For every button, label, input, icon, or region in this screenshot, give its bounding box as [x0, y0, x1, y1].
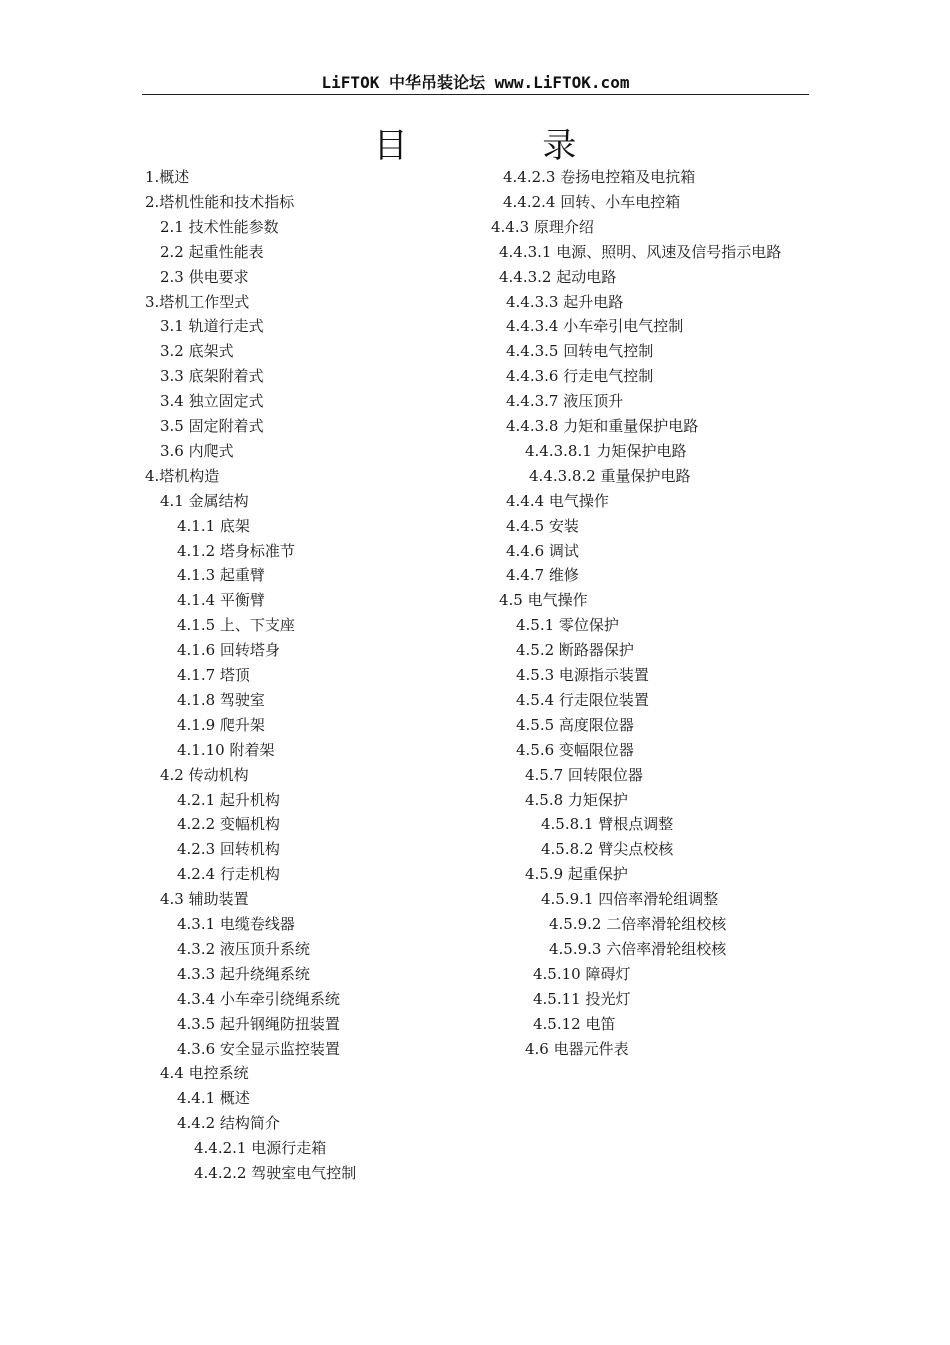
- toc-entry: 4.3.6 安全显示监控装置: [177, 1039, 340, 1058]
- toc-entry: 4.5.12 电笛: [533, 1014, 616, 1033]
- toc-entry: 4.塔机构造: [145, 466, 220, 485]
- toc-entry: 3.2 底架式: [160, 342, 234, 361]
- page-header: LiFTOK 中华吊装论坛 www.LiFTOK.com: [321, 73, 630, 92]
- toc-entry: 3.6 内爬式: [160, 441, 234, 460]
- toc-entry: 4.4.3.7 液压顶升: [506, 392, 624, 411]
- header-divider: [142, 94, 809, 95]
- toc-entry: 4.4.2.1 电源行走箱: [194, 1139, 327, 1158]
- toc-entry: 4.2.3 回转机构: [177, 840, 280, 859]
- toc-entry: 4.5.6 变幅限位器: [516, 740, 634, 759]
- toc-entry: 4.1.4 平衡臂: [177, 591, 265, 610]
- toc-entry: 4.5.9 起重保护: [525, 865, 628, 884]
- toc-entry: 4.5.4 行走限位装置: [516, 690, 649, 709]
- toc-entry: 3.3 底架附着式: [160, 367, 264, 386]
- toc-entry: 4.4.5 安装: [506, 516, 579, 535]
- toc-entry: 4.1.8 驾驶室: [177, 690, 265, 709]
- toc-entry: 1.概述: [145, 168, 190, 186]
- toc-entry: 4.4.2.4 回转、小车电控箱: [503, 192, 681, 211]
- toc-entry: 4.4.3.8 力矩和重量保护电路: [506, 417, 699, 435]
- toc-entry: 4.5.8.2 臂尖点校核: [541, 840, 674, 859]
- toc-entry: 2.2 起重性能表: [160, 242, 264, 261]
- toc-entry: 4.4.3.3 起升电路: [506, 292, 624, 311]
- toc-entry: 4.5.3 电源指示装置: [516, 666, 649, 684]
- toc-entry: 4.3.5 起升钢绳防扭装置: [177, 1014, 340, 1033]
- toc-entry: 4.1.2 塔身标准节: [177, 541, 295, 560]
- toc-entry: 3.4 独立固定式: [160, 392, 264, 411]
- toc-entry: 4.5.9.1 四倍率滑轮组调整: [541, 890, 719, 909]
- toc-entry: 4.2.1 起升机构: [177, 790, 280, 809]
- page-title: 目 录: [373, 126, 639, 166]
- toc-entry: 4.2 传动机构: [160, 765, 249, 784]
- toc-entry: 4.4.6 调试: [506, 541, 579, 560]
- toc-entry: 4.4.4 电气操作: [506, 491, 609, 510]
- toc-entry: 3.塔机工作型式: [145, 292, 250, 311]
- toc-entry: 3.5 固定附着式: [160, 417, 264, 435]
- toc-entry: 4.1.7 塔顶: [177, 666, 250, 684]
- toc-entry: 4.4.3.5 回转电气控制: [506, 342, 654, 361]
- toc-entry: 4.3.3 起升绕绳系统: [177, 964, 310, 983]
- toc-entry: 4.4.3 原理介绍: [491, 217, 594, 236]
- toc-entry: 4.6 电器元件表: [525, 1039, 629, 1058]
- toc-entry: 4.4.2.3 卷扬电控箱及电抗箱: [503, 168, 696, 186]
- toc-entry: 4.1.3 起重臂: [177, 566, 265, 585]
- toc-entry: 4.4.3.8.2 重量保护电路: [529, 466, 691, 485]
- toc-entry: 4.1.1 底架: [177, 516, 250, 535]
- toc-entry: 4.5.9.3 六倍率滑轮组校核: [549, 939, 727, 958]
- toc-entry: 4.5.8.1 臂根点调整: [541, 815, 674, 834]
- toc-entry: 4.5.7 回转限位器: [525, 765, 643, 784]
- toc-entry: 4.4.3.6 行走电气控制: [506, 367, 654, 386]
- toc-entry: 4.4.3.8.1 力矩保护电路: [525, 441, 687, 460]
- toc-entry: 4.4.3.2 起动电路: [499, 267, 617, 286]
- toc-entry: 4.4.1 概述: [177, 1089, 250, 1108]
- toc-entry: 3.1 轨道行走式: [160, 317, 264, 336]
- toc-entry: 4.5.9.2 二倍率滑轮组校核: [549, 915, 727, 933]
- toc-entry: 4.5.1 零位保护: [516, 616, 619, 635]
- toc-entry: 4.1.9 爬升架: [177, 715, 265, 734]
- toc-entry: 4.4.3.1 电源、照明、风速及信号指示电路: [499, 242, 782, 261]
- toc-entry: 4.3.4 小车牵引绕绳系统: [177, 989, 340, 1008]
- toc-entry: 4.5 电气操作: [499, 591, 588, 610]
- toc-entry: 4.5.8 力矩保护: [525, 790, 628, 809]
- toc-entry: 2.塔机性能和技术指标: [145, 192, 295, 211]
- toc-entry: 4.4.7 维修: [506, 566, 579, 585]
- toc-entry: 4.4.3.4 小车牵引电气控制: [506, 317, 684, 336]
- toc-entry: 2.1 技术性能参数: [160, 217, 279, 236]
- toc-entry: 4.5.2 断路器保护: [516, 641, 634, 660]
- toc-entry: 4.3 辅助装置: [160, 890, 249, 909]
- toc-entry: 4.5.10 障碍灯: [533, 964, 631, 983]
- toc-entry: 4.1.6 回转塔身: [177, 641, 280, 660]
- toc-entry: 4.5.5 高度限位器: [516, 715, 634, 734]
- toc-entry: 4.2.2 变幅机构: [177, 815, 280, 834]
- toc-entry: 4.4 电控系统: [160, 1064, 249, 1083]
- toc-entry: 4.4.2.2 驾驶室电气控制: [194, 1164, 357, 1182]
- toc-entry: 4.4.2 结构简介: [177, 1114, 280, 1133]
- toc-entry: 4.3.2 液压顶升系统: [177, 939, 310, 958]
- toc-entry: 4.1 金属结构: [160, 491, 249, 510]
- toc-entry: 4.1.10 附着架: [177, 740, 275, 759]
- toc-entry: 4.2.4 行走机构: [177, 865, 280, 884]
- toc-entry: 4.5.11 投光灯: [533, 989, 631, 1008]
- toc-entry: 2.3 供电要求: [160, 267, 249, 286]
- toc-entry: 4.1.5 上、下支座: [177, 616, 295, 635]
- toc-entry: 4.3.1 电缆卷线器: [177, 915, 295, 933]
